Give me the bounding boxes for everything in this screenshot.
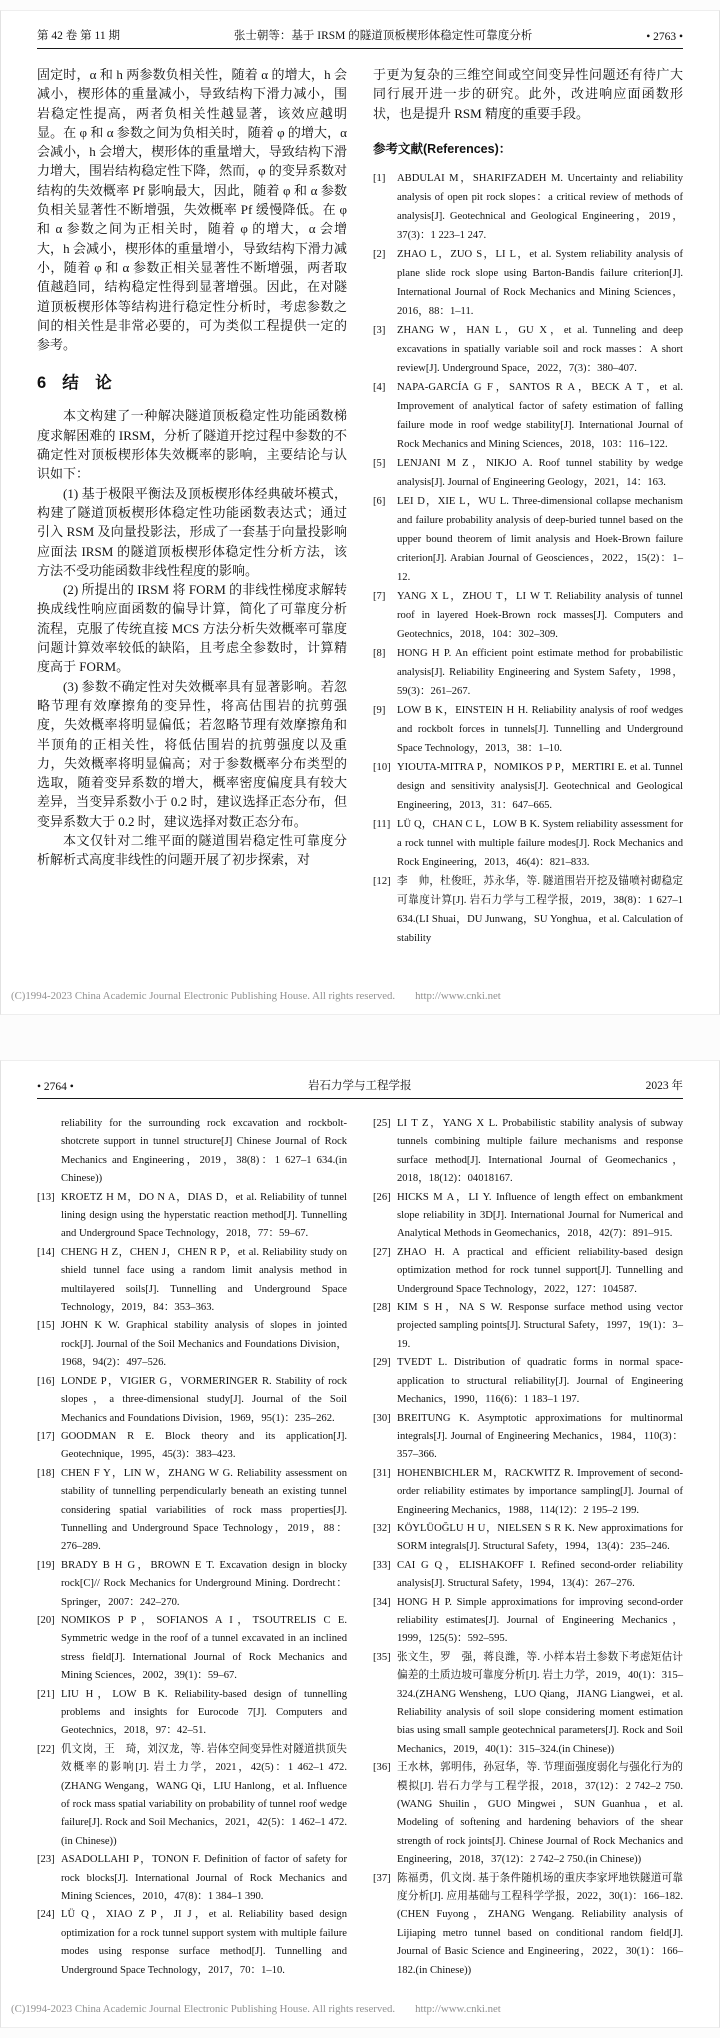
body-paragraph-continuation: 固定时，α 和 h 两参数负相关性，随着 α 的增大，h 会减小，楔形体的重量减小，导致结构下滑力减小，围岩稳定性提高，两者负相关性越显著，该效应越明显。在 φ 和 α 参数之间为负相关时，随着 φ 的增大，α 会减小，h 会增大，楔形体的重量增大，导致结构下滑力增大，围岩结构稳定性下降，然而，φ 的变异系数对结构的失效概率 Pf 影响最大，因此，随着 φ 和 α 参数负相关显著性不断增强，失效概率 Pf 缓慢降低。在 φ 和 α 参数之间为正相关时，随着 φ 的增大，α 会增大，h 会减小，楔形体的重量增小，导致结构下滑力减小，随着 φ 和 α 参数正相关显著性不断增强，两者取值越趋同，结构稳定性得到显著增强。因此，在对隧道顶板楔形体等结构进行稳定性分析时，考虑参数之间的相关性是非常必要的，可为类似工程提供一定的参考。 [37,67,347,353]
left-column [37,1115,347,1980]
reference-text: CHENG H Z，CHEN J，CHEN R P，et al. Reliability study on shield tunnel face using a random limit analysis method in multilayered soils[J]. Tunnelling and Underground Space Technology，2019，84：353–363. [61,1246,347,1314]
reference-number: [30] [373,1412,391,1424]
reference-item [373,1115,683,1189]
reference-text: 陈福勇，仉文岗. 基于条件随机场的重庆李家坪地铁隧道可靠度分析[J]. 应用基础与工程科学学报，2022，30(1)：166–182.(CHEN Fuyong，ZHANG Wengang. Reliability analysis of Lijiaping metro tunnel based on conditional random field[J]. Journal of Basic Science and Engineering，2022，30(1)：166–182.(in Chinese)) [397,1872,683,1976]
reference-text: ASADOLLAHI P，TONON F. Definition of factor of safety for rock blocks[J]. International Journal of Rock Mechanics and Mining Sciences，2010，47(8)：1 384–1 390. [61,1854,347,1903]
reference-text: JOHN K W. Graphical stability analysis of slopes in jointed rock[J]. Journal of the Soil Mechanics and Foundations Division，1968，94(2)：497–526. [61,1320,347,1369]
reference-number: [7] [373,590,386,602]
reference-number: [1] [373,172,386,184]
reference-item [37,1244,347,1318]
reference-text: 王水林，郭明伟，孙冠华，等. 节理面强度弱化与强化行为的模拟[J]. 岩石力学与工程学报，2018，37(12)：2 742–2 750.(WANG Shuilin，GUO Mingwei，SUN Guanhua，et al. Modeling of softening and hardening behaviors of the shear strength of rock joints[J]. Chinese Journal of Rock Mechanics and Engineering，2018，37(12)：2 742–2 750.(in Chinese)) [397,1762,683,1866]
reference-text: 张文生，罗 强，蒋良潍，等. 小样本岩土参数下考虑矩估计偏差的土质边坡可靠度分析[J]. 岩土力学，2019，40(1)：315–324.(ZHANG Wensheng，LUO Qiang，JIANG Liangwei，et al. Reliability analysis of soil slope considering moment estimation bias using small sample geotechnical parameters[J]. Rock and Soil Mechanics，2019，40(1)：315–324.(in Chinese)) [397,1651,683,1755]
two-column-body [37,1115,683,1980]
reference-number: [15] [37,1320,55,1332]
running-title: 张士朝等：基于 IRSM 的隧道顶板楔形体稳定性可靠度分析 [233,30,533,42]
reference-number: [21] [37,1688,55,1700]
reference-item [37,1373,347,1428]
reference-number: [23] [37,1854,55,1866]
reference-number: [4] [373,381,386,393]
reference-number: [2] [373,248,386,260]
body-paragraph: 本文仅针对二维平面的隧道围岩稳定性可靠度分析解析式高度非线性的问题开展了初步探索，对 [37,832,347,868]
reference-item [373,644,683,701]
reference-number: [3] [373,324,386,336]
reference-item [373,872,683,948]
reference-text: YIOUTA-MITRA P，NOMIKOS P P，MERTIRI E. et al. Tunnel design and sensitivity analysis[J]. Geotechnical and Geological Engineering，2013，31：647–665. [397,761,683,811]
reference-item [373,1649,683,1759]
reference-item [37,1428,347,1465]
body-paragraph-continuation: 于更为复杂的三维空间或空间变异性问题还有待广大同行展开进一步的研究。此外，改进响应面函数形状，也是提升 RSM 精度的重要手段。 [373,67,683,121]
reference-number: [32] [373,1522,391,1534]
reference-item [373,587,683,644]
reference-text: HONG H P. Simple approximations for improving second-order reliability estimates[J]. Journal of Engineering Mechanics，1999，125(5)：592–595. [397,1596,683,1645]
reference-number: [20] [37,1614,55,1626]
reference-item [373,492,683,587]
reference-text: LIU H，LOW B K. Reliability-based design of tunnelling problems and insights for Eurocode 7[J]. Computers and Geotechnics，2018，97：42–51. [61,1688,347,1737]
reference-item [373,1557,683,1594]
reference-number: [35] [373,1651,391,1663]
reference-text: KROETZ H M，DO N A，DIAS D，et al. Reliability of tunnel lining design using the hyperstatic reaction method[J]. Tunnelling and Underground Space Technology，2018，77：59–67. [61,1191,347,1240]
reference-item [373,245,683,321]
year-label: 2023 年 [645,1080,683,1092]
reference-number: [5] [373,457,386,469]
reference-item [373,1410,683,1465]
reference-continuation: reliability for the surrounding rock excavation and rockbolt-shotcrete support in tunnel structure[J] Chinese Journal of Rock Mechanics and Engineering，2019，38(8)：1 627–1 634.(in Chinese)) [61,1118,347,1185]
reference-text: TVEDT L. Distribution of quadratic forms in normal space-application to structural reliability[J]. Journal of Engineering Mechanics，1990，116(6)：1 183–1 197. [397,1357,683,1406]
reference-number: [36] [373,1762,391,1774]
reference-number: [27] [373,1246,391,1258]
cnki-url: http://www.cnki.net [415,2003,501,2015]
reference-number: [19] [37,1559,55,1571]
reference-text: 仉文岗，王 琦，刘汉龙，等. 岩体空间变异性对隧道拱顶失效概率的影响[J]. 岩土力学，2021，42(5)：1 462–1 472.(ZHANG Wengang，WANG Qi，LIU Hanlong，et al. Influence of rock mass spatial variability on probability of tunnel roof wedge failure[J]. Rock and Soil Mechanics，2021，42(5)：1 462–1 472.(in Chinese)) [61,1743,347,1847]
reference-text: NOMIKOS P P，SOFIANOS A I，TSOUTRELIS C E. Symmetric wedge in the roof of a tunnel excavated in an inclined stress field[J]. International Journal of Rock Mechanics and Mining Sciences，2002，39(1)：59–67. [61,1614,347,1682]
reference-number: [9] [373,704,386,716]
reference-list [373,169,683,948]
reference-text: 李 帅，杜俊旺，苏永华，等. 隧道围岩开挖及锚喷衬砌稳定可靠度计算[J]. 岩石力学与工程学报，2019，38(8)：1 627–1 634.(LI Shuai，DU Junwang，SU Yonghua，et al. Calculation of stability [397,875,683,944]
reference-number: [37] [373,1872,391,1884]
reference-text: CAI G Q，ELISHAKOFF I. Refined second-order reliability analysis[J]. Structural Safety，1994，13(4)：267–276. [397,1559,683,1590]
reference-text: ZHANG W，HAN L，GU X，et al. Tunneling and deep excavations in spatially variable soil and rock masses：A short review[J]. Underground Space，2022，7(3)：380–407. [397,324,683,374]
reference-item [373,1465,683,1520]
reference-text: KIM S H，NA S W. Response surface method using vector projected sampling points[J]. Structural Safety，1997，19(1)：3–19. [397,1302,683,1350]
references-heading: 参考文献(References)： [373,141,512,156]
reference-item [37,1741,347,1851]
reference-number: [13] [37,1191,55,1203]
copyright-footer [11,990,709,1002]
reference-text: YANG X L，ZHOU T，LI W T. Reliability analysis of tunnel roof in layered Hoek-Brown rock masses[J]. Computers and Geotechnics，2018，104：302–309. [397,590,683,640]
body-paragraph: 本文构建了一种解决隧道顶板稳定性功能函数梯度求解困难的 IRSM，分析了隧道开挖过程中参数的不确定性对顶板楔形体失效概率的影响，主要结论与认识如下： [37,408,347,482]
reference-number: [12] [373,875,391,887]
body-paragraph: (3) 参数不确定性对失效概率具有显著影响。若忽略节理有效摩擦角的变异性，将高估围岩的抗剪强度，失效概率将明显偏低；若忽略节理有效摩擦角和半顶角的正相关性，将低估围岩的抗剪强度以及重力，失效概率将明显偏高；对于参数概率分布类型的选取，随着变异系数的增大，概率密度偏度具有较大差异，当变异系数小于 0.2 时，建议选择正态分布，但变异系数大于 0.2 时，建议选择对数正态分布。 [37,678,347,829]
reference-item [37,1557,347,1612]
reference-list [373,1115,683,1980]
reference-item [373,1189,683,1244]
right-column [373,65,683,948]
reference-item [373,1520,683,1557]
reference-item [373,1594,683,1649]
body-paragraph: (1) 基于极限平衡法及顶板楔形体经典破坏模式，构建了隧道顶板楔形体稳定性功能函数表达式；通过引入 RSM 及向量投影法，形成了一套基于向量投影响应面法 IRSM 的隧道顶板楔形体稳定性分析方法，该方法不受功能函数非线性程度的影响。 [37,485,347,578]
reference-item [373,1759,683,1869]
reference-text: ZHAO H. A practical and efficient reliability-based design optimization method for rock tunnel support[J]. Tunnelling and Underground Space Technology，2022，127：104587. [397,1246,683,1295]
reference-item [37,1686,347,1741]
reference-item [373,1244,683,1299]
reference-text: LI T Z，YANG X L. Probabilistic stability analysis of subway tunnels combining multiple failure mechanisms and response surface method[J]. International Journal of Geomechanics，2018，18(12)：04018167. [397,1118,683,1185]
reference-number: [28] [373,1302,391,1314]
reference-number: [31] [373,1467,391,1479]
section-heading-conclusion [37,369,347,393]
reference-item [373,815,683,872]
reference-text: LÜ Q，CHAN C L，LOW B K. System reliability assessment for a rock tunnel with multiple failure modes[J]. Rock Mechanics and Rock Engineering，2013，46(4)：821–833. [397,818,683,868]
journal-page-2764 [0,1060,720,2028]
reference-item [37,1465,347,1557]
two-column-body [37,65,683,948]
volume-issue-label: 第 42 卷 第 11 期 [37,30,120,42]
cnki-url: http://www.cnki.net [415,990,501,1002]
page-number: • 2763 • [646,31,683,43]
reference-number: [10] [373,761,391,773]
reference-item [373,758,683,815]
reference-text: HICKS M A，LI Y. Influence of length effect on embankment slope reliability in 3D[J]. International Journal for Numerical and Analytical Methods in Geomechanics，2018，42(7)：891–915. [397,1191,683,1240]
page-header [37,1061,683,1099]
reference-number: [22] [37,1743,55,1755]
reference-number: [16] [37,1375,55,1387]
reference-text: KÖYLÜOĞLU H U，NIELSEN S R K. New approximations for SORM integrals[J]. Structural Safety，1994，13(4)：235–246. [397,1522,683,1553]
reference-number: [33] [373,1559,391,1571]
reference-item [373,321,683,378]
page-number: • 2764 • [37,1081,74,1093]
reference-text: LÜ Q，XIAO Z P，JI J，et al. Reliability based design optimization for a rock tunnel support system with multiple failure modes using response surface method[J]. Tunnelling and Underground Space Technology，2017，70：1–10. [61,1909,347,1976]
reference-item [37,1189,347,1244]
journal-page-2763 [0,10,720,1015]
reference-text: BREITUNG K. Asymptotic approximations for multinormal integrals[J]. Journal of Engineering Mechanics，1984，110(3)：357–366. [397,1412,683,1461]
reference-number: [6] [373,495,386,507]
reference-number: [24] [37,1909,55,1921]
conclusion-paragraphs [37,406,347,869]
reference-text: ABDULAI M，SHARIFZADEH M. Uncertainty and reliability analysis of open pit rock slopes：a critical review of methods of analysis[J]. Geotechnical and Geological Engineering，2019，37(3)：1 223–1 247. [397,172,683,241]
reference-number: [26] [373,1191,391,1203]
reference-number: [17] [37,1430,55,1442]
reference-text: NAPA-GARCÍA G F，SANTOS R A，BECK A T，et al. Improvement of analytical factor of safety estimation of falling failure mode in roof wedge stability[J]. International Journal of Rock Mechanics and Mining Sciences，2018，103：116–122. [397,381,683,450]
reference-item [37,1906,347,1980]
reference-text: LEI D，XIE L，WU L. Three-dimensional collapse mechanism and failure probability analysis of deep-buried tunnel based on the upper bound theorem of limit analysis and Hoek-Brown failure criterion[J]. Arabian Journal of Geosciences，2022，15(2)：1–12. [397,495,683,583]
reference-item [37,1317,347,1372]
journal-title: 岩石力学与工程学报 [307,1080,412,1092]
reference-item [373,169,683,245]
reference-item [373,1299,683,1354]
reference-number: [11] [373,818,391,830]
reference-text: HOHENBICHLER M，RACKWITZ R. Improvement of second-order reliability estimates by importance sampling[J]. Journal of Engineering Mechanics，1988，114(12)：2 195–2 199. [397,1467,683,1516]
reference-text: BRADY B H G，BROWN E T. Excavation design in blocky rock[C]// Rock Mechanics for Underground Mining. Dordrecht：Springer，2007：242–270. [61,1559,347,1608]
reference-number: [8] [373,647,386,659]
reference-item [373,454,683,492]
reference-item [373,1354,683,1409]
reference-text: LOW B K，EINSTEIN H H. Reliability analysis of roof wedges and rockbolt forces in tunnels[J]. Tunnelling and Underground Space Technology，2013，38：1–10. [397,704,683,754]
reference-number: [14] [37,1246,55,1258]
reference-text: LENJANI M Z，NIKJO A. Roof tunnel stability by wedge analysis[J]. Journal of Engineering Geology，2021，14：163. [397,457,683,488]
left-column [37,65,347,948]
reference-item [373,701,683,758]
right-column [373,1115,683,1980]
copyright-text: (C)1994-2023 China Academic Journal Electronic Publishing House. All rights reserved. [11,2003,396,2015]
copyright-text: (C)1994-2023 China Academic Journal Electronic Publishing House. All rights reserved. [11,990,396,1002]
section-number: 6 [37,374,47,393]
reference-text: HONG H P. An efficient point estimate method for probabilistic analysis[J]. Reliability Engineering and System Safety，1998，59(3)：261–267. [397,647,683,697]
reference-number: [18] [37,1467,55,1479]
copyright-footer [11,2003,709,2015]
reference-item [37,1851,347,1906]
reference-item [373,378,683,454]
body-paragraph: (2) 所提出的 IRSM 将 FORM 的非线性梯度求解转换成线性响应面函数的偏导计算，简化了可靠度分析流程，克服了传统直接 MCS 方法分析失效概率可靠度问题计算效率较低的缺陷，且考虑全参数时，计算精度高于 FORM。 [37,582,347,675]
section-title: 结 论 [62,374,112,393]
reference-number: [25] [373,1118,391,1129]
reference-text: GOODMAN R E. Block theory and its application[J]. Geotechnique，1995，45(3)：383–423. [61,1430,347,1461]
page-header [37,11,683,49]
reference-text: LONDE P，VIGIER G，VORMERINGER R. Stability of rock slopes，a three-dimensional study[J]. Journal of the Soil Mechanics and Foundations Division，1969，95(1)：235–262. [61,1375,347,1424]
reference-text: CHEN F Y，LIN W，ZHANG W G. Reliability assessment on stability of tunnelling perpendicularly beneath an existing tunnel considering spatial variabilities of rock mass properties[J]. Tunnelling and Underground Space Technology，2019，88：276–289. [61,1467,347,1553]
reference-item [37,1612,347,1686]
reference-list [37,1189,347,1980]
reference-text: ZHAO L，ZUO S，LI L，et al. System reliability analysis of plane slide rock slope using Barton-Bandis failure criterion[J]. International Journal of Rock Mechanics and Mining Sciences，2016，88：1–11. [397,248,683,317]
reference-item [373,1870,683,1980]
reference-number: [34] [373,1596,391,1608]
reference-number: [29] [373,1357,391,1369]
